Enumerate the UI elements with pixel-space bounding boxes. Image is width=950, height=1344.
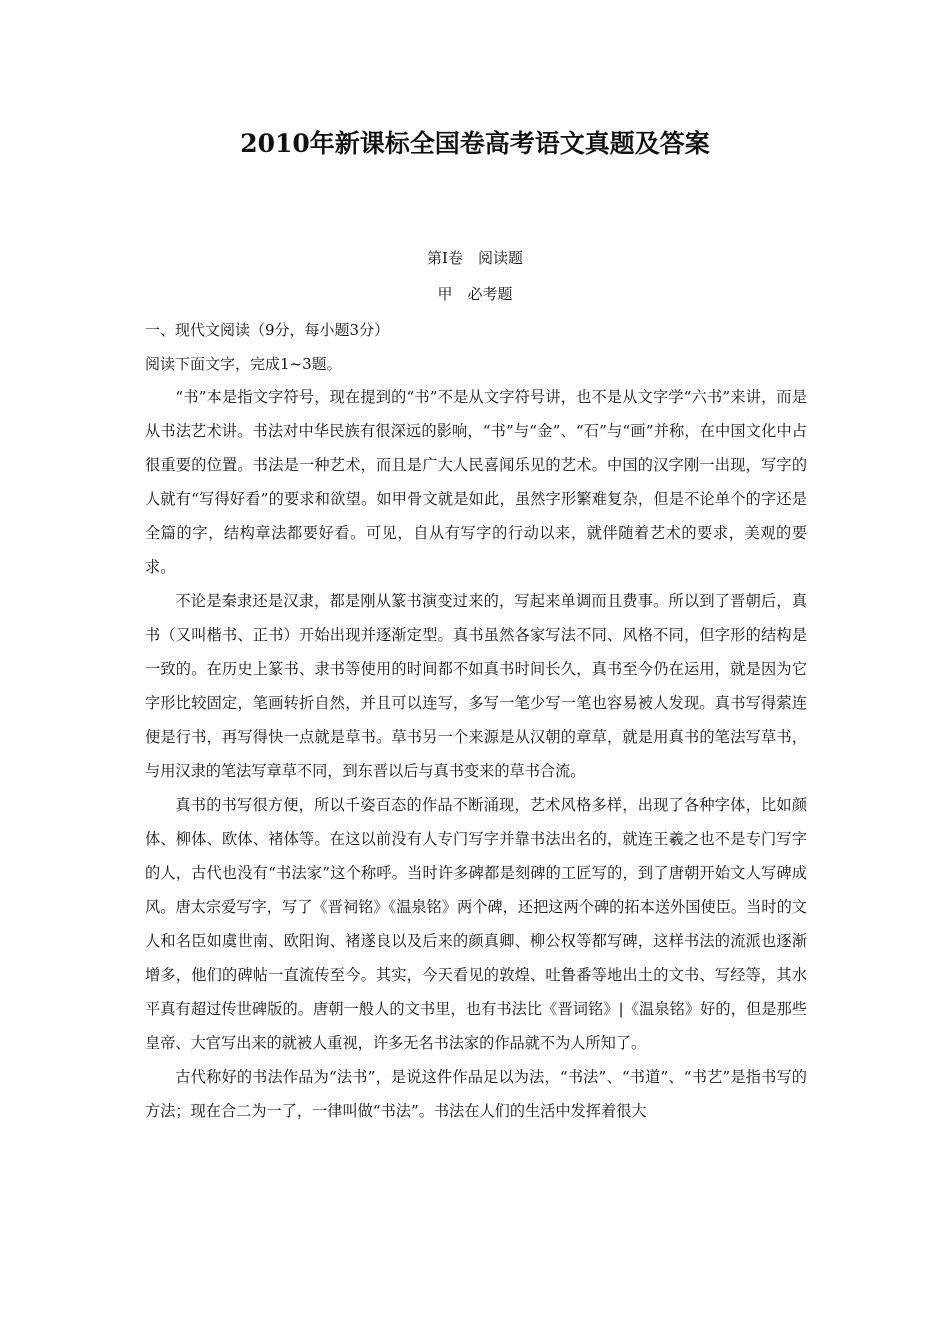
passage-paragraph-4: 古代称好的书法作品为“法书”，是说这件作品足以为法，“书法”、“书道”、“书艺”是指书写的方法；现在合二为一了，一律叫做“书法”。书法在人们的生活中发挥着很大 — [145, 1068, 807, 1120]
passage-paragraph-2: 不论是秦隶还是汉隶，都是刚从篆书演变过来的，写起来单调而且费事。所以到了晋朝后，真书（又叫楷书、正书）开始出现并逐渐定型。真书虽然各家写法不同、风格不同，但字形的结构是一致的。在历史上篆书、隶书等使用的时间都不如真书时间长久，真书至今仍在运用，就是因为它字形比较固定，笔画转折自然，并且可以连写，多写一笔少写一笔也容易被人发现。真书写得萦连便是行书，再写得快一点就是草书。草书另一个来源是从汉朝的章草，就是用真书的笔法写草书，与用汉隶的笔法写章草不同，到东晋以后与真书变来的草书合流。 — [145, 592, 807, 780]
passage-paragraph-1: “书”本是指文字符号，现在提到的“书”不是从文字符号讲，也不是从文字学“六书”来讲，而是从书法艺术讲。书法对中华民族有很深远的影响，“书”与“金”、“石”与“画”并称，在中国文化中占很重要的位置。书法是一种艺术，而且是广大人民喜闻乐见的艺术。中国的汉字刚一出现，写字的人就有“写得好看”的要求和欲望。如甲骨文就是如此，虽然字形繁难复杂，但是不论单个的字还是全篇的字，结构章法都要好看。可见，自从有写字的行动以来，就伴随着艺术的要求，美观的要求。 — [145, 388, 807, 576]
section-heading: 第I卷 阅读题 — [427, 249, 523, 267]
reading-passage — [145, 380, 807, 1128]
passage-paragraph-3: 真书的书写很方便，所以千姿百态的作品不断涌现，艺术风格多样，出现了各种字体，比如颜体、柳体、欧体、褚体等。在这以前没有人专门写字并靠书法出名的，就连王羲之也不是专门写字的人，古代也没有“书法家”这个称呼。当时许多碑都是刻碑的工匠写的，到了唐朝开始文人写碑成风。唐太宗爱写字，写了《晋祠铭》《温泉铭》两个碑，还把这两个碑的拓本送外国使臣。当时的文人和名臣如虞世南、欧阳询、褚遂良以及后来的颜真卿、柳公权等都写碑，这样书法的流派也逐渐增多，他们的碑帖一直流传至今。其实，今天看见的敦煌、吐鲁番等地出土的文书、写经等，其水平真有超过传世碑版的。唐朝一般人的文书里，也有书法比《晋词铭》|《温泉铭》好的，但是那些皇帝、大官写出来的就被人重视，许多无名书法家的作品就不为人所知了。 — [145, 796, 807, 1052]
subsection-heading: 甲 必考题 — [437, 285, 513, 303]
reading-instruction: 阅读下面文字，完成1~3题。 — [145, 355, 342, 373]
question-heading: 一、现代文阅读（9分，每小题3分） — [145, 321, 390, 339]
document-title: 2010年新课标全国卷高考语文真题及答案 — [240, 129, 710, 158]
